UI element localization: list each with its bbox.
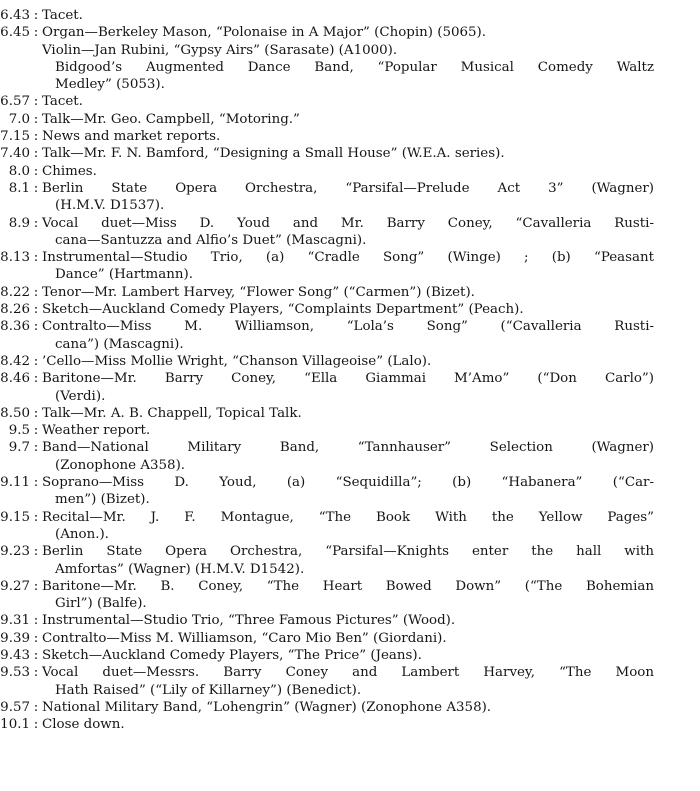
time-separator: : — [33, 111, 39, 127]
time-separator: : — [33, 250, 39, 266]
entry-line: (Verdi). — [55, 388, 106, 404]
entry-line: Baritone—Mr. B. Coney, “The Heart Bowed Down” (“The Bohemian — [42, 578, 654, 594]
entry-line: Band—National Military Band, “Tannhauser” Selection (Wagner) — [42, 440, 654, 456]
entry-description — [42, 249, 654, 284]
entry-time: 6.57 — [0, 94, 30, 110]
entry-description — [42, 284, 654, 301]
entry-description — [42, 301, 654, 318]
entry-time: 8.22 — [0, 284, 30, 300]
entry-description — [42, 180, 654, 215]
program-entry — [0, 128, 700, 145]
program-entry — [0, 699, 700, 716]
time-separator: : — [33, 353, 39, 369]
entry-line: National Military Band, “Lohengrin” (Wagner) (Zonophone A358). — [42, 699, 492, 715]
time-separator: : — [33, 319, 39, 335]
program-listing — [0, 7, 700, 733]
entry-time: 8.9 — [8, 215, 30, 231]
time-separator: : — [33, 630, 39, 646]
entry-description — [42, 630, 654, 647]
time-separator: : — [33, 423, 39, 439]
entry-line: Girl”) (Balfe). — [55, 596, 147, 612]
program-entry — [0, 474, 700, 509]
entry-description — [42, 474, 654, 509]
entry-time: 9.43 — [0, 647, 30, 663]
entry-time: 9.15 — [0, 509, 30, 525]
entry-line: Talk—Mr. F. N. Bamford, “Designing a Small House” (W.E.A. series). — [42, 146, 505, 162]
entry-line: Chimes. — [42, 163, 97, 179]
time-separator: : — [33, 440, 39, 456]
time-separator: : — [33, 371, 39, 387]
time-separator: : — [33, 665, 39, 681]
entry-line: men”) (Bizet). — [55, 492, 150, 508]
time-separator: : — [33, 544, 39, 560]
entry-line: (H.M.V. D1537). — [55, 198, 165, 214]
entry-description — [42, 509, 654, 544]
program-entry — [0, 215, 700, 250]
entry-description — [42, 439, 654, 474]
entry-time: 9.39 — [0, 630, 30, 646]
entry-line: Baritone—Mr. Barry Coney, “Ella Giammai M’Amo” (“Don Carlo”) — [42, 371, 654, 387]
program-entry — [0, 370, 700, 405]
entry-line: cana—Santuzza and Alfio’s Duet” (Mascagni). — [55, 232, 367, 248]
program-entry — [0, 664, 700, 699]
entry-line: Tenor—Mr. Lambert Harvey, “Flower Song” (“Carmen”) (Bizet). — [42, 284, 475, 300]
entry-time: 9.53 — [0, 665, 30, 681]
entry-description — [42, 699, 654, 716]
time-separator: : — [33, 163, 39, 179]
entry-time: 9.11 — [0, 475, 30, 491]
program-entry — [0, 543, 700, 578]
time-separator: : — [33, 699, 39, 715]
entry-line: Dance” (Hartmann). — [55, 267, 193, 283]
entry-time: 9.7 — [8, 440, 30, 456]
program-entry — [0, 318, 700, 353]
entry-line: Berlin State Opera Orchestra, “Parsifal—Knights enter the hall with — [42, 544, 654, 560]
entry-line: Hath Raised” (“Lily of Killarney”) (Benedict). — [55, 682, 362, 698]
entry-time: 9.27 — [0, 578, 30, 594]
entry-description — [42, 111, 654, 128]
entry-time: 8.36 — [0, 319, 30, 335]
entry-line: Sketch—Auckland Comedy Players, “The Price” (Jeans). — [42, 647, 422, 663]
entry-time: 8.42 — [0, 353, 30, 369]
entry-description — [42, 215, 654, 250]
program-entry — [0, 353, 700, 370]
entry-description — [42, 24, 654, 93]
entry-line: cana”) (Mascagni). — [55, 336, 184, 352]
entry-line: Amfortas” (Wagner) (H.M.V. D1542). — [55, 561, 305, 577]
time-separator: : — [33, 180, 39, 196]
program-entry — [0, 249, 700, 284]
entry-time: 8.0 — [8, 163, 30, 179]
entry-time: 9.5 — [8, 423, 30, 439]
entry-line: Berlin State Opera Orchestra, “Parsifal—Prelude Act 3” (Wagner) — [42, 180, 654, 196]
entry-time: 8.26 — [0, 302, 30, 318]
entry-line: Vocal duet—Messrs. Barry Coney and Lambert Harvey, “The Moon — [42, 665, 654, 681]
entry-description — [42, 647, 654, 664]
entry-time: 9.31 — [0, 613, 30, 629]
entry-line: Soprano—Miss D. Youd, (a) “Sequidilla”; (b) “Habanera” (“Car- — [42, 475, 654, 491]
program-entry — [0, 180, 700, 215]
entry-description — [42, 422, 654, 439]
program-entry — [0, 509, 700, 544]
entry-description — [42, 318, 654, 353]
entry-time: 8.13 — [0, 250, 30, 266]
entry-description — [42, 664, 654, 699]
entry-line: Contralto—Miss M. Williamson, “Lola’s Song” (“Cavalleria Rusti- — [42, 319, 654, 335]
program-entry — [0, 405, 700, 422]
program-entry — [0, 301, 700, 318]
entry-line: Medley” (5053). — [55, 77, 165, 93]
entry-line: Sketch—Auckland Comedy Players, “Complaints Department” (Peach). — [42, 302, 524, 318]
time-separator: : — [33, 302, 39, 318]
entry-line: Tacet. — [42, 94, 83, 110]
entry-time: 9.57 — [0, 699, 30, 715]
time-separator: : — [33, 475, 39, 491]
entry-time: 7.0 — [8, 111, 30, 127]
entry-time: 6.45 — [0, 25, 30, 41]
time-separator: : — [33, 717, 39, 733]
entry-time: 6.43 — [0, 8, 30, 23]
entry-line: Violin—Jan Rubini, “Gypsy Airs” (Sarasate) (A1000). — [42, 42, 398, 58]
time-separator: : — [33, 129, 39, 145]
entry-description — [42, 353, 654, 370]
time-separator: : — [33, 578, 39, 594]
entry-description — [42, 7, 654, 24]
time-separator: : — [33, 284, 39, 300]
entry-line: Instrumental—Studio Trio, “Three Famous Pictures” (Wood). — [42, 613, 456, 629]
program-entry — [0, 439, 700, 474]
entry-time: 7.40 — [0, 146, 30, 162]
program-entry — [0, 716, 700, 733]
entry-time: 8.46 — [0, 371, 30, 387]
program-entry — [0, 111, 700, 128]
time-separator: : — [33, 405, 39, 421]
program-entry — [0, 578, 700, 613]
entry-description — [42, 370, 654, 405]
entry-description — [42, 716, 654, 733]
entry-description — [42, 578, 654, 613]
program-entry — [0, 612, 700, 629]
entry-description — [42, 405, 654, 422]
time-separator: : — [33, 8, 39, 23]
time-separator: : — [33, 647, 39, 663]
time-separator: : — [33, 215, 39, 231]
entry-line: News and market reports. — [42, 129, 221, 145]
entry-description — [42, 543, 654, 578]
entry-line: Weather report. — [42, 423, 151, 439]
entry-description — [42, 93, 654, 110]
program-entry — [0, 630, 700, 647]
entry-time: 9.23 — [0, 544, 30, 560]
program-entry — [0, 284, 700, 301]
entry-description — [42, 612, 654, 629]
time-separator: : — [33, 509, 39, 525]
program-entry — [0, 422, 700, 439]
entry-line: Close down. — [42, 717, 125, 733]
entry-time: 8.1 — [8, 180, 30, 196]
program-entry — [0, 24, 700, 93]
program-entry — [0, 7, 700, 24]
entry-description — [42, 145, 654, 162]
program-entry — [0, 93, 700, 110]
entry-line: Talk—Mr. A. B. Chappell, Topical Talk. — [42, 405, 302, 421]
entry-line: Recital—Mr. J. F. Montague, “The Book With the Yellow Pages” — [42, 509, 654, 525]
time-separator: : — [33, 25, 39, 41]
program-entry — [0, 163, 700, 180]
entry-line: Bidgood’s Augmented Dance Band, “Popular Musical Comedy Waltz — [55, 59, 654, 75]
entry-time: 8.50 — [0, 405, 30, 421]
entry-description — [42, 163, 654, 180]
program-entry — [0, 145, 700, 162]
entry-time: 10.1 — [0, 717, 30, 733]
time-separator: : — [33, 613, 39, 629]
program-entry — [0, 647, 700, 664]
entry-line: (Zonophone A358). — [55, 457, 186, 473]
entry-line: Organ—Berkeley Mason, “Polonaise in A Major” (Chopin) (5065). — [42, 25, 487, 41]
entry-line: Talk—Mr. Geo. Campbell, “Motoring.” — [42, 111, 300, 127]
entry-description — [42, 128, 654, 145]
entry-line: ’Cello—Miss Mollie Wright, “Chanson Villageoise” (Lalo). — [42, 353, 432, 369]
entry-time: 7.15 — [0, 129, 30, 145]
entry-line: Vocal duet—Miss D. Youd and Mr. Barry Coney, “Cavalleria Rusti- — [42, 215, 654, 231]
entry-line: Instrumental—Studio Trio, (a) “Cradle Song” (Winge) ; (b) “Peasant — [42, 250, 654, 266]
entry-line: Tacet. — [42, 8, 83, 23]
entry-line: Contralto—Miss M. Williamson, “Caro Mio Ben” (Giordani). — [42, 630, 447, 646]
time-separator: : — [33, 94, 39, 110]
time-separator: : — [33, 146, 39, 162]
entry-line: (Anon.). — [55, 526, 109, 542]
